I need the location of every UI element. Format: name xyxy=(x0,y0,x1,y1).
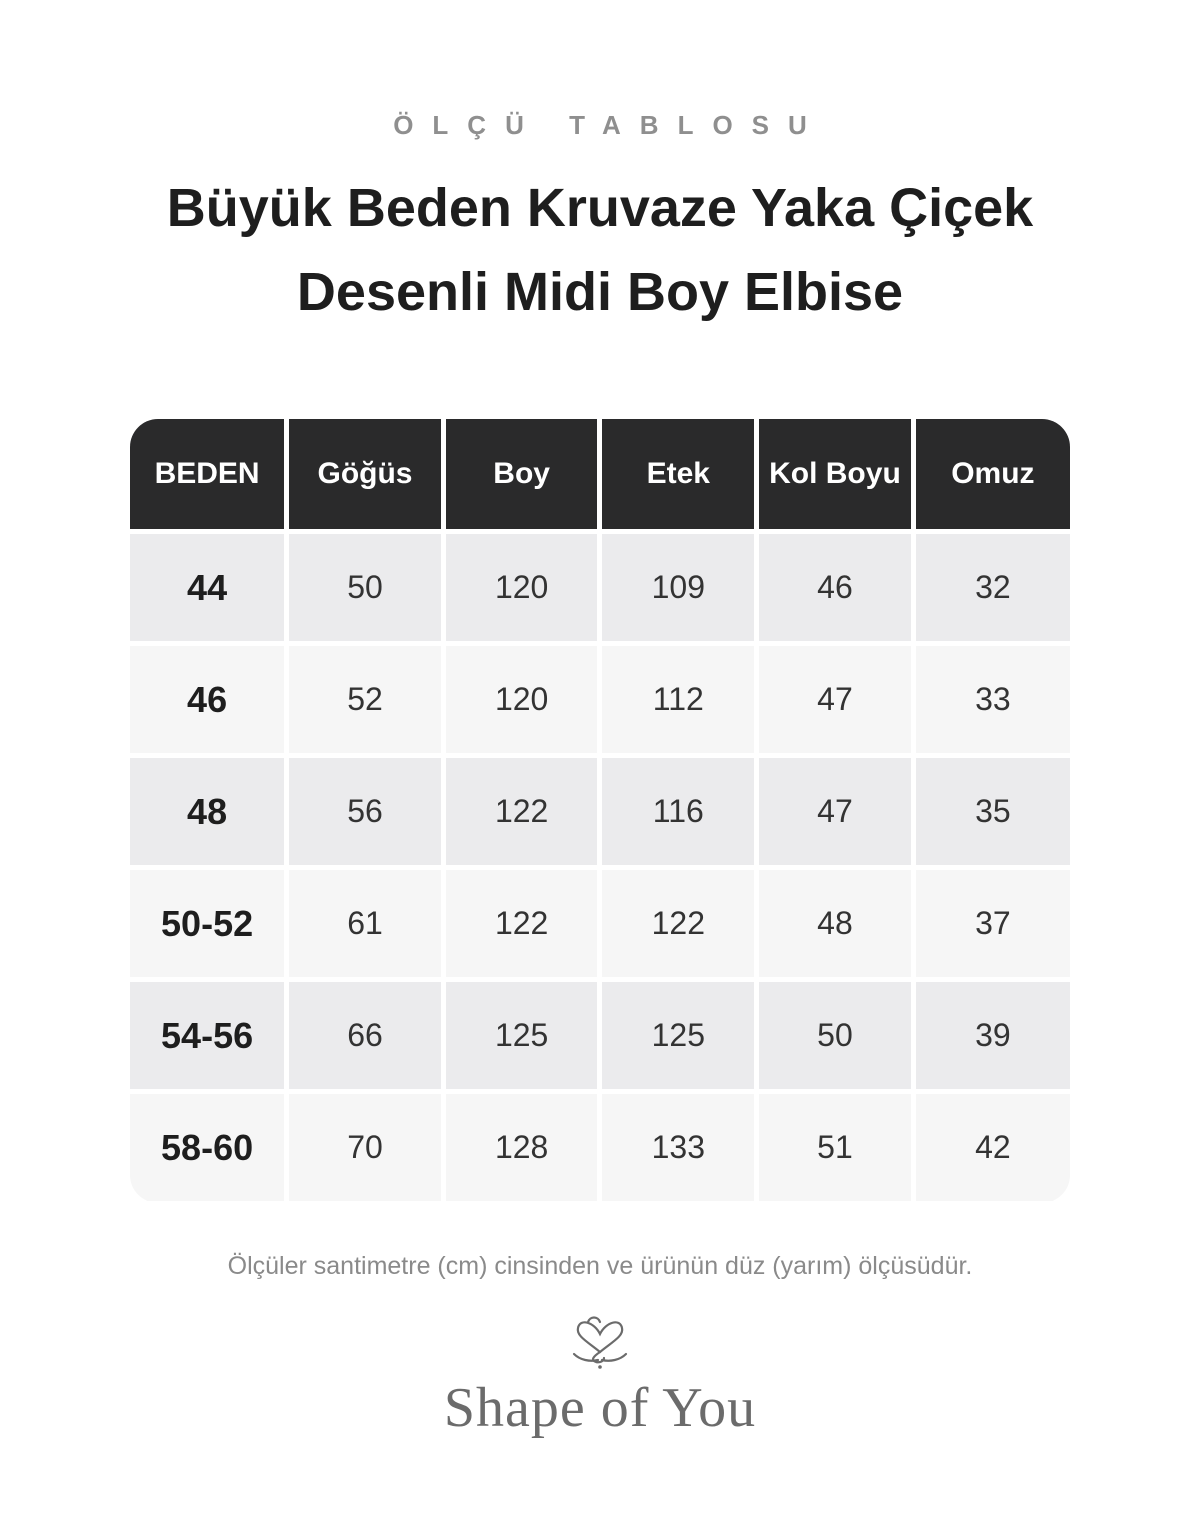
table-cell: 56 xyxy=(287,756,444,868)
page-title xyxy=(100,166,1100,334)
table-cell: 122 xyxy=(443,756,600,868)
table-cell: 42 xyxy=(913,1092,1070,1202)
brand-name: Shape of You xyxy=(443,1377,757,1439)
size-cell: 44 xyxy=(130,532,287,644)
table-cell: 116 xyxy=(600,756,757,868)
table-cell: 37 xyxy=(913,868,1070,980)
table-header-row xyxy=(130,419,1070,532)
table-cell: 112 xyxy=(600,644,757,756)
table-cell: 125 xyxy=(600,980,757,1092)
table-cell: 50 xyxy=(287,532,444,644)
table-row xyxy=(130,868,1070,980)
size-cell: 50-52 xyxy=(130,868,287,980)
title-line-2: Desenli Midi Boy Elbise xyxy=(296,262,904,322)
table-cell: 128 xyxy=(443,1092,600,1202)
table-cell: 50 xyxy=(757,980,914,1092)
table-cell: 48 xyxy=(757,868,914,980)
table-row xyxy=(130,756,1070,868)
table-cell: 51 xyxy=(757,1092,914,1202)
size-cell: 46 xyxy=(130,644,287,756)
size-table xyxy=(130,419,1070,1201)
table-row xyxy=(130,532,1070,644)
column-header-boy: Boy xyxy=(443,419,600,532)
column-header-beden: BEDEN xyxy=(130,419,287,532)
table-cell: 66 xyxy=(287,980,444,1092)
table-cell: 39 xyxy=(913,980,1070,1092)
column-header-kol-boyu: Kol Boyu xyxy=(757,419,914,532)
size-cell: 48 xyxy=(130,756,287,868)
measurement-note: Ölçüler santimetre (cm) cinsinden ve ürünün düz (yarım) ölçüsüdür. xyxy=(227,1252,973,1280)
table-row xyxy=(130,1092,1070,1202)
table-cell: 122 xyxy=(443,868,600,980)
table-cell: 32 xyxy=(913,532,1070,644)
size-cell: 54-56 xyxy=(130,980,287,1092)
table-cell: 120 xyxy=(443,644,600,756)
size-table-container xyxy=(130,419,1070,1203)
table-cell: 46 xyxy=(757,532,914,644)
double-heart-logo-icon xyxy=(568,1312,632,1370)
table-cell: 47 xyxy=(757,644,914,756)
table-cell: 52 xyxy=(287,644,444,756)
table-cell: 35 xyxy=(913,756,1070,868)
title-line-1: Büyük Beden Kruvaze Yaka Çiçek xyxy=(166,178,1034,238)
table-cell: 70 xyxy=(287,1092,444,1202)
table-cell: 33 xyxy=(913,644,1070,756)
table-cell: 122 xyxy=(600,868,757,980)
table-row xyxy=(130,644,1070,756)
size-cell: 58-60 xyxy=(130,1092,287,1202)
table-cell: 109 xyxy=(600,532,757,644)
table-cell: 125 xyxy=(443,980,600,1092)
table-cell: 61 xyxy=(287,868,444,980)
table-cell: 47 xyxy=(757,756,914,868)
column-header-etek: Etek xyxy=(600,419,757,532)
table-row xyxy=(130,980,1070,1092)
column-header-omuz: Omuz xyxy=(913,419,1070,532)
table-cell: 120 xyxy=(443,532,600,644)
eyebrow-label: ÖLÇÜ TABLOSU xyxy=(393,110,826,140)
table-cell: 133 xyxy=(600,1092,757,1202)
column-header-gogus: Göğüs xyxy=(287,419,444,532)
